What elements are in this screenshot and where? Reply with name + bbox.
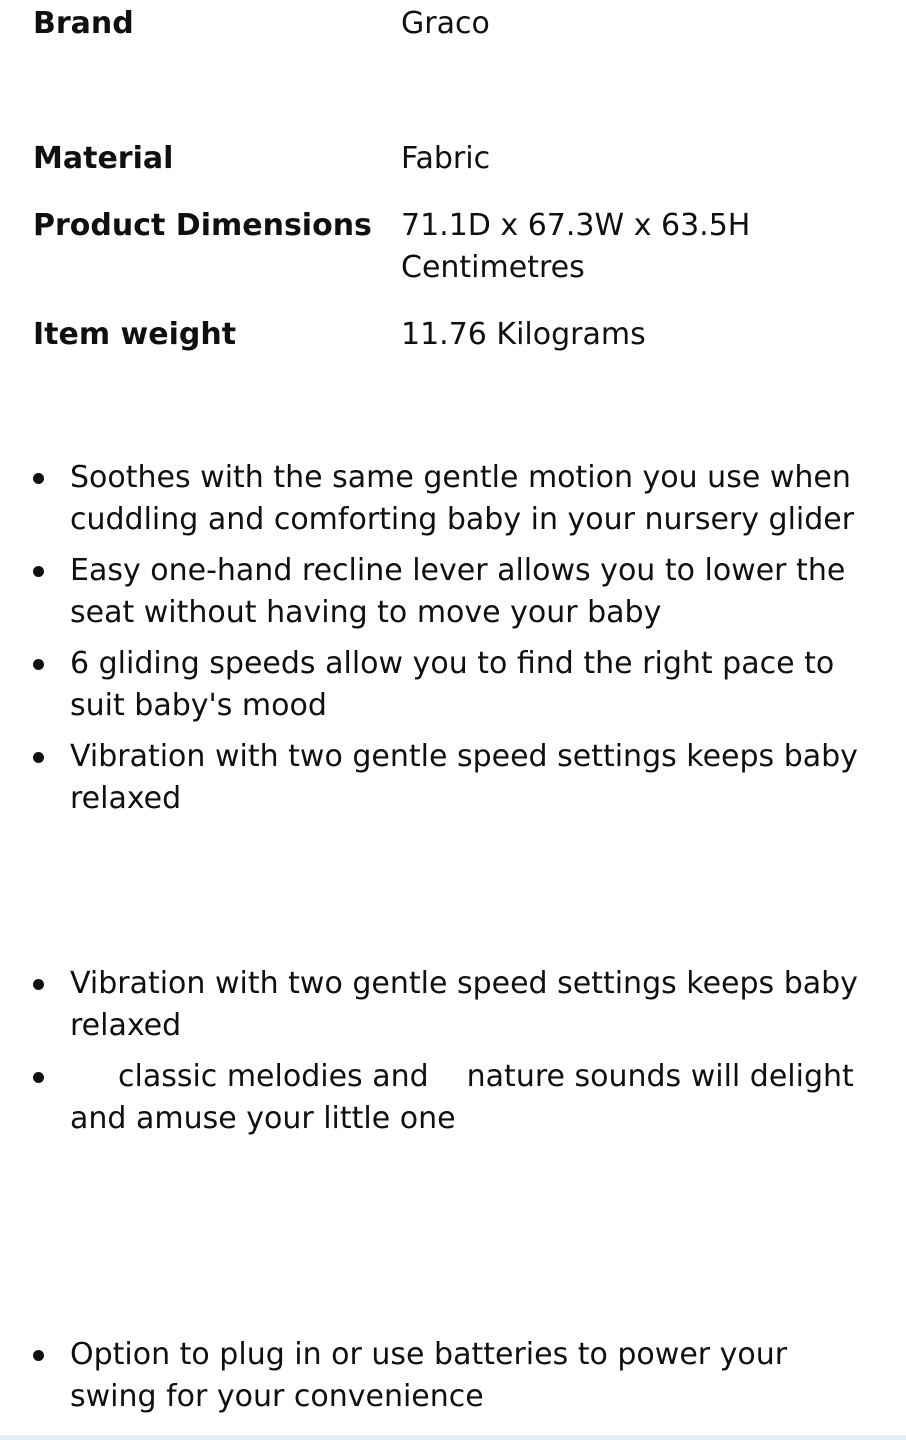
list-item [0,1056,906,1140]
feature-text: Easy one-hand recline lever allows you to lower the seat without having to move your baby [70,553,846,630]
bullet-icon [33,1350,44,1361]
spec-label: Material [33,141,174,176]
spec-label: Brand [33,6,134,41]
feature-text: Vibration with two gentle speed settings keeps baby relaxed [70,966,858,1043]
spec-value: Fabric [401,141,491,176]
spec-value: 11.76 Kilograms [401,317,646,352]
bullet-icon [33,659,44,670]
bullet-icon [33,752,44,763]
list-item [0,1334,906,1418]
list-item [0,457,906,541]
bottom-divider [0,1435,906,1440]
list-item [0,550,906,634]
bullet-icon [33,979,44,990]
feature-text: 6 gliding speeds allow you to find the right pace to suit baby's mood [70,646,835,723]
list-item [0,963,906,1047]
spec-label: Product Dimensions [33,208,372,243]
feature-list-secondary [0,963,906,1149]
spec-value: Graco [401,6,490,41]
feature-text: Vibration with two gentle speed settings keeps baby relaxed [70,739,858,816]
feature-text-part: classic melodies and [118,1059,429,1094]
feature-text-part: nature sounds will delight and amuse your little one [70,1059,854,1136]
feature-text: Option to plug in or use batteries to power your swing for your convenience [70,1337,788,1414]
list-item [0,643,906,727]
feature-list-primary [0,457,906,829]
spec-value: 71.1D x 67.3W x 63.5H Centimetres [401,208,751,285]
feature-text: Soothes with the same gentle motion you use when cuddling and comforting baby in your nursery glider [70,460,855,537]
bullet-icon [33,566,44,577]
list-item [0,736,906,820]
feature-list-tertiary [0,1334,906,1427]
spec-label: Item weight [33,317,237,352]
bullet-icon [33,473,44,484]
bullet-icon [33,1072,44,1083]
